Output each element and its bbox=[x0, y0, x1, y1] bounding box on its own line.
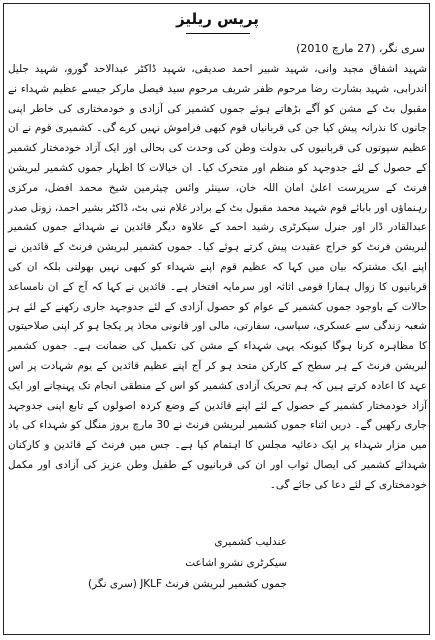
press-release-body bbox=[8, 60, 427, 496]
dateline: سری نگر، (27 مارچ 2010) bbox=[296, 42, 425, 55]
signatory-organization: جموں کشمیر لبریشن فرنٹ JKLF (سری نگر) bbox=[87, 578, 287, 590]
title-underline bbox=[186, 33, 250, 34]
signatory-name: عندلیب کشمیری bbox=[214, 536, 287, 548]
press-release-title: پریس ریلیز bbox=[176, 10, 259, 28]
signatory-designation: سیکرٹری نشرو اشاعت bbox=[185, 557, 287, 569]
body-paragraph: شہید اشفاق مجید وانی، شہید شبیر احمد صدیقی، شہید ڈاکٹر عبدالاحد گورو، شہید جلیل اندرابی، شہید بشارت رضا مرحوم ظفر شریف مرحوم سید فیصل مارکر جیسے عظیم شہداء نے مقبول بٹ کے مشن کو آگے بڑھاتے ہوئے جموں کشمیر کی آزادی و خودمختاری کی خاطر اپنی جانوں کا نذرانہ پیش کیا جن کی قربانیاں قوم کبھی فراموش نہیں کرے گی۔ کشمیری قوم نے ان عظیم سپوتوں کی قربانیوں کی بدولت وطن کی وحدت کی بحالی اور ایک آزاد خودمختار کشمیر کے حصول کے لئے جدوجہد کو منظم اور متحرک کیا۔ ان خیالات کا اظہار جموں کشمیر لبریشن فرنٹ کے سرپرست اعلیٰ امان اللہ خان، سینئر وائس چیئرمین شیخ محمد افضل، مرکزی رہنماؤں اور بابائے قوم شہید محمد مقبول بٹ کے برادر غلام نبی بٹ، ڈاکٹر بشیر احمد، زونل صدر عبدالقادر ڈار اور جنرل سیکرٹری رشید احمد کے علاوہ دیگر قائدین نے شہدائے جموں کشمیر لبریشن فرنٹ کو خراج عقیدت پیش کرتے ہوئے کیا۔ جموں کشمیر لبریشن فرنٹ کے قائدین نے اپنے ایک مشترکہ بیان میں کہا کہ عظیم قوم اپنے شہداء کو کبھی نہیں بھولتی بلکہ ان کی قربانیوں کا زوال ہمارا قومی اثاثہ اور سرمایہ افتخار ہے۔ قائدین نے کہا کہ آج کے ان نامساعد حالات کے باوجود جموں کشمیر کے عوام کو حصول آزادی کے لئے جدوجہد جاری رکھنے کے لئے ہر شعبہ زندگی سے عسکری، سیاسی، سفارتی، مالی اور قانونی محاذ پر یکجا ہو کر اپنی صلاحیتوں کا مظاہرہ کرنا ہوگا کیونکہ یہی شہداء کے مشن کی تکمیل کی ضمانت ہے۔ جموں کشمیر لبریشن فرنٹ کے ہر سطح کے کارکن متحد ہو کر آج اپنے عظیم قائدین کے یوم شہادت پر اس عہد کا اعادہ کرتے ہیں کہ ہم تحریک آزادی کشمیر کو اس کے منطقی انجام تک پہنچانے اور ایک آزاد خودمختار کشمیر کے حصول کے لئے اپنے قائدین کے وضع کردہ اصولوں کے تابع اپنی جدوجہد جاری رکھیں گے۔ دریں اثناء جموں کشمیر لبریشن فرنٹ نے 30 مارچ بروز منگل کو شہداء کی یاد میں مزار شہداء پر ایک دعائیہ مجلس کا اہتمام کیا ہے۔ جس میں فرنٹ کے قائدین و کارکنان شہدائے کشمیر کی ایصال ثواب اور ان کی قربانیوں کے طفیل وطن عزیز کی آزادی اور مکمل خودمختاری کے لئے دعا کی جائے گی۔ bbox=[8, 63, 427, 491]
signature-block bbox=[87, 532, 287, 597]
